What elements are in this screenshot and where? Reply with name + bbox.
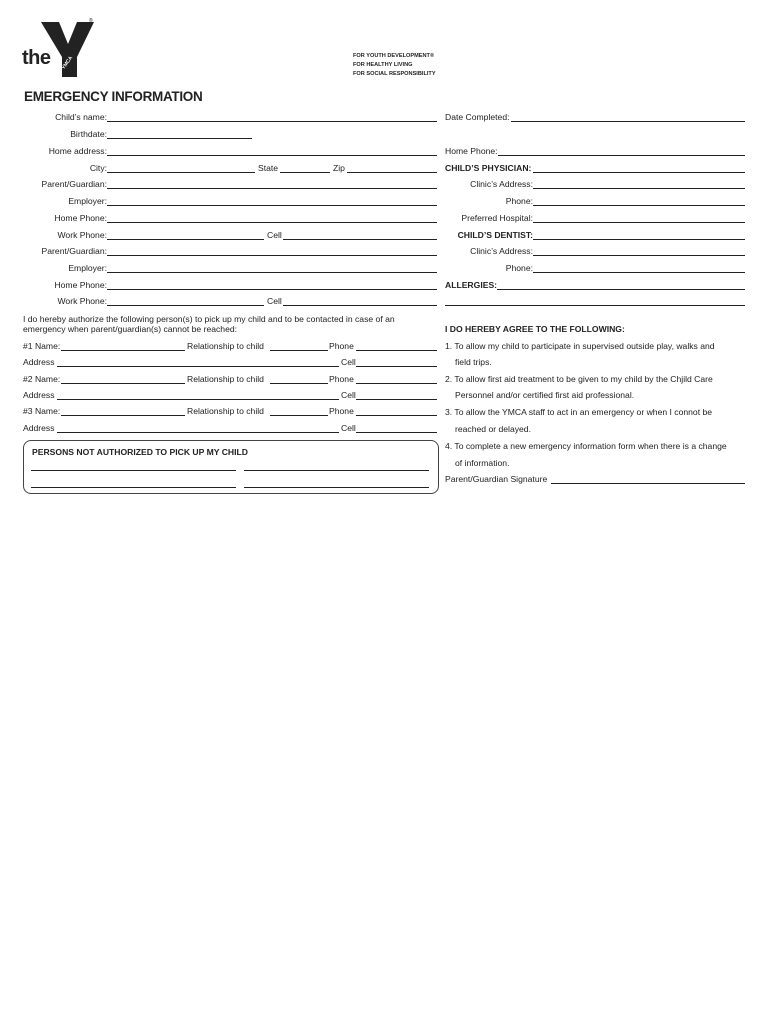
work-phone1-field[interactable]: [107, 239, 264, 240]
contact3-address-field[interactable]: [57, 432, 339, 433]
cell2-field[interactable]: [283, 305, 437, 306]
city-label: City:: [89, 163, 107, 173]
right-home-phone-field[interactable]: [498, 155, 745, 156]
contact1-phone-field[interactable]: [356, 350, 437, 351]
authorize-text-line2: emergency when parent/guardian(s) cannot be reached:: [23, 324, 238, 334]
employer2-field[interactable]: [107, 272, 437, 273]
not-authorized-heading: PERSONS NOT AUTHORIZED TO PICK UP MY CHILD: [32, 447, 248, 457]
contact2-relationship-field[interactable]: [270, 383, 328, 384]
employer1-label: Employer:: [68, 196, 107, 206]
cell1-label: Cell: [267, 230, 282, 240]
guardian2-field[interactable]: [107, 255, 437, 256]
contact2-address-field[interactable]: [57, 399, 339, 400]
home-address-label: Home address:: [48, 146, 107, 156]
physician-phone-field[interactable]: [533, 205, 745, 206]
contact2-address-label: Address: [23, 390, 55, 400]
contact3-cell-field[interactable]: [356, 432, 437, 433]
preferred-hospital-label: Preferred Hospital:: [461, 213, 533, 223]
agree-item-3-cont: reached or delayed.: [455, 424, 531, 434]
agree-heading: I DO HEREBY AGREE TO THE FOLLOWING:: [445, 324, 625, 334]
contact3-address-label: Address: [23, 423, 55, 433]
home-phone1-field[interactable]: [107, 222, 437, 223]
home-phone2-label: Home Phone:: [54, 280, 107, 290]
agree-item-1: 1. To allow my child to participate in supervised outside play, walks and: [445, 341, 715, 351]
guardian2-label: Parent/Guardian:: [41, 246, 107, 256]
contact3-cell-label: Cell: [341, 423, 356, 433]
date-completed-field[interactable]: [511, 121, 745, 122]
guardian1-label: Parent/Guardian:: [41, 179, 107, 189]
home-phone2-field[interactable]: [107, 289, 437, 290]
allergies-field-2[interactable]: [445, 305, 745, 306]
tagline-youth: FOR YOUTH DEVELOPMENT®: [353, 53, 435, 59]
contact2-phone-label: Phone: [329, 374, 354, 384]
zip-field[interactable]: [347, 172, 437, 173]
not-authorized-field-3[interactable]: [31, 487, 236, 488]
employer2-label: Employer:: [68, 263, 107, 273]
contact2-cell-field[interactable]: [356, 399, 437, 400]
childs-name-label: Child’s name:: [55, 112, 107, 122]
state-field[interactable]: [280, 172, 330, 173]
clinic-address1-field[interactable]: [533, 188, 745, 189]
not-authorized-field-4[interactable]: [244, 487, 429, 488]
employer1-field[interactable]: [107, 205, 437, 206]
cell2-label: Cell: [267, 296, 282, 306]
contact1-cell-field[interactable]: [356, 366, 437, 367]
logo-text-the: the: [22, 47, 51, 69]
contact3-phone-label: Phone: [329, 406, 354, 416]
contact3-relationship-field[interactable]: [270, 415, 328, 416]
contact3-phone-field[interactable]: [356, 415, 437, 416]
physician-phone-label: Phone:: [505, 196, 533, 206]
contact2-cell-label: Cell: [341, 390, 356, 400]
agree-item-2: 2. To allow first aid treatment to be given to my child by the Chjild Care: [445, 374, 713, 384]
agree-item-4-cont: of information.: [455, 458, 510, 468]
page-title: EMERGENCY INFORMATION: [24, 89, 203, 104]
guardian1-field[interactable]: [107, 188, 437, 189]
tagline-healthy: FOR HEALTHY LIVING: [353, 62, 413, 68]
right-home-phone-label: Home Phone:: [445, 146, 498, 156]
signature-label: Parent/Guardian Signature: [445, 474, 548, 484]
contact3-relationship-label: Relationship to child: [187, 406, 264, 416]
contact1-cell-label: Cell: [341, 357, 356, 367]
contact3-name-field[interactable]: [61, 415, 185, 416]
dentist-field[interactable]: [533, 239, 745, 240]
state-label: State: [258, 163, 279, 173]
tagline-social: FOR SOCIAL RESPONSIBILITY: [353, 71, 436, 77]
childs-name-field[interactable]: [107, 121, 437, 122]
dentist-phone-label: Phone:: [505, 263, 533, 273]
allergies-field-1[interactable]: [497, 289, 745, 290]
contact1-relationship-field[interactable]: [270, 350, 328, 351]
y-mark-icon: [40, 19, 96, 79]
dentist-phone-field[interactable]: [533, 272, 745, 273]
contact2-name-field[interactable]: [61, 383, 185, 384]
date-completed-label: Date Completed:: [445, 112, 510, 122]
city-field[interactable]: [107, 172, 255, 173]
contact1-address-field[interactable]: [57, 366, 339, 367]
contact1-name-field[interactable]: [61, 350, 185, 351]
zip-label: Zip: [333, 163, 345, 173]
contact2-name-label: #2 Name:: [23, 374, 61, 384]
contact2-phone-field[interactable]: [356, 383, 437, 384]
physician-field[interactable]: [533, 172, 745, 173]
home-address-field[interactable]: [107, 155, 437, 156]
contact1-address-label: Address: [23, 357, 55, 367]
agree-item-4: 4. To complete a new emergency information form when there is a change: [445, 441, 727, 451]
agree-item-3: 3. To allow the YMCA staff to act in an emergency or when I connot be: [445, 407, 713, 417]
clinic-address2-label: Clinic’s Address:: [470, 246, 533, 256]
work-phone1-label: Work Phone:: [57, 230, 107, 240]
contact3-name-label: #3 Name:: [23, 406, 61, 416]
agree-item-1-cont: field trips.: [455, 357, 492, 367]
clinic-address1-label: Clinic’s Address:: [470, 179, 533, 189]
logo-text-ymca: YMCA: [60, 55, 75, 71]
clinic-address2-field[interactable]: [533, 255, 745, 256]
not-authorized-field-1[interactable]: [31, 470, 236, 471]
cell1-field[interactable]: [283, 239, 437, 240]
authorize-text-line1: I do hereby authorize the following person(s) to pick up my child and to be contacted in case of an: [23, 314, 395, 324]
dentist-label: CHILD’S DENTIST:: [457, 230, 533, 240]
work-phone2-field[interactable]: [107, 305, 264, 306]
registered-mark: ®: [89, 18, 93, 24]
contact1-name-label: #1 Name:: [23, 341, 61, 351]
not-authorized-field-2[interactable]: [244, 470, 429, 471]
contact1-phone-label: Phone: [329, 341, 354, 351]
contact2-relationship-label: Relationship to child: [187, 374, 264, 384]
contact1-relationship-label: Relationship to child: [187, 341, 264, 351]
birthdate-label: Birthdate:: [70, 129, 107, 139]
physician-label: CHILD’S PHYSICIAN:: [445, 163, 532, 173]
birthdate-field[interactable]: [107, 138, 252, 139]
agree-item-2-cont: Personnel and/or certified first aid professional.: [455, 390, 635, 400]
work-phone2-label: Work Phone:: [57, 296, 107, 306]
allergies-label: ALLERGIES:: [445, 280, 498, 290]
preferred-hospital-field[interactable]: [533, 222, 745, 223]
signature-field[interactable]: [551, 483, 745, 484]
home-phone1-label: Home Phone:: [54, 213, 107, 223]
